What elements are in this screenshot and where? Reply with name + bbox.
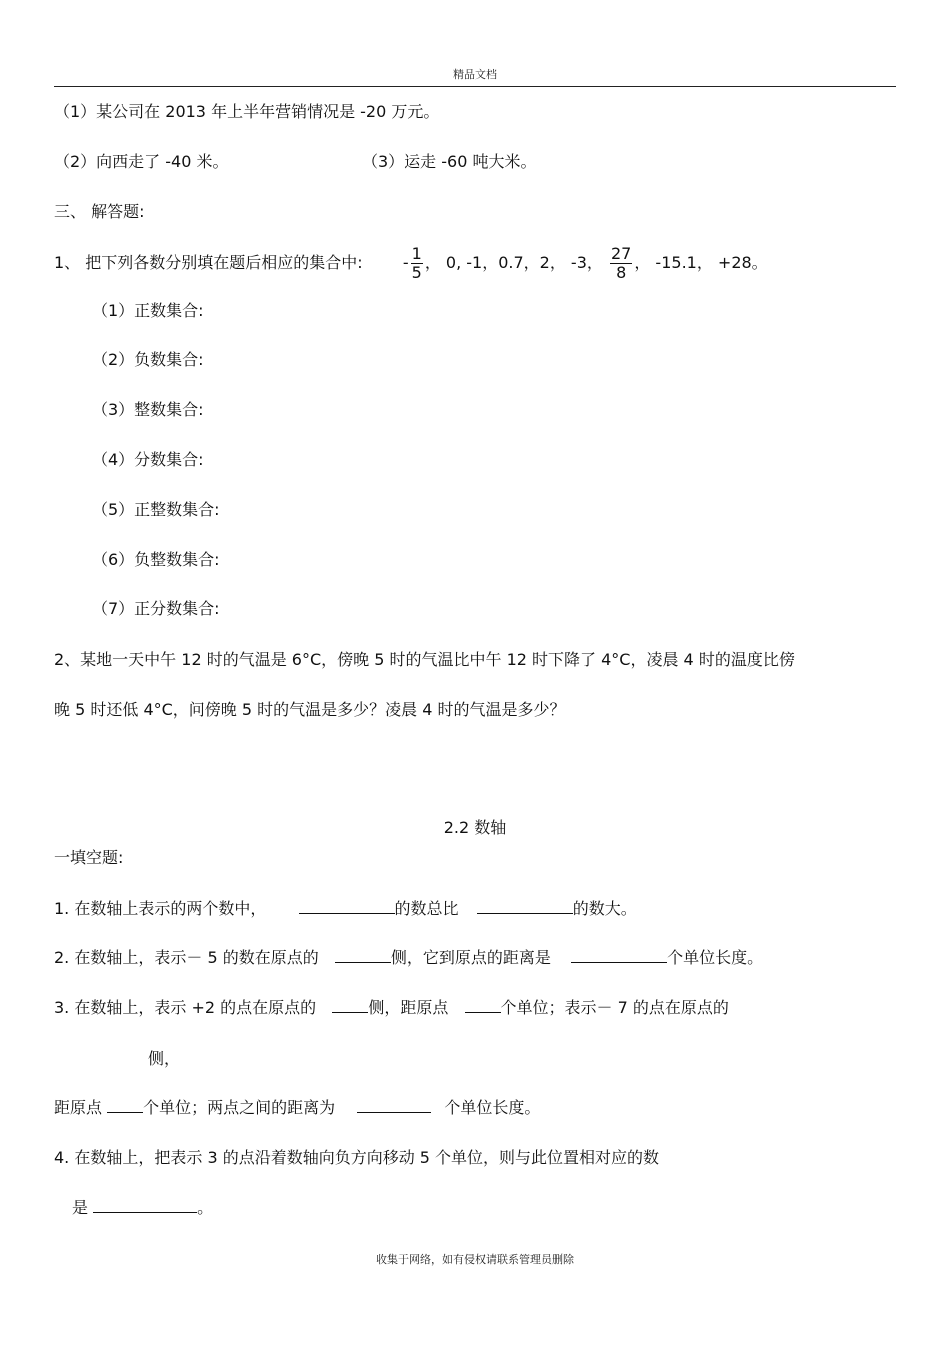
question-2-line-2: 晚 5 时还低 4°C，问傍晚 5 时的气温是多少？凌晨 4 时的气温是多少？ <box>54 700 566 719</box>
fill-q2-text-a: 2. 在数轴上，表示－ 5 的数在原点的 <box>54 948 319 967</box>
answer-blank[interactable] <box>335 948 391 963</box>
fill-q1-text-a: 1. 在数轴上表示的两个数中， <box>54 899 267 918</box>
fill-question-4: 4. 在数轴上，把表示 3 的点沿着数轴向负方向移动 5 个单位，则与此位置相对应的数 <box>54 1148 660 1167</box>
set-negative: （2）负数集合: <box>92 350 204 369</box>
number-list-tail: ， -15.1， +28。 <box>634 253 768 272</box>
fill-q3-text-c: 个单位；表示－ 7 的点在原点的 <box>500 998 729 1017</box>
fill-question-3-cont <box>54 1098 540 1118</box>
fill-q1-text-c: 的数大。 <box>572 899 637 918</box>
section-heading-answers: 三、 解答题: <box>54 202 145 221</box>
fill-q4-text-b: 是 <box>72 1198 89 1217</box>
fraction-1-sign: - <box>402 253 409 272</box>
problem-item-2: （2）向西走了 -40 米。 <box>54 152 229 171</box>
section-title-number-line: 2.2 数轴 <box>443 818 507 837</box>
answer-blank[interactable] <box>571 948 667 963</box>
fill-q2-text-c: 个单位长度。 <box>667 948 764 967</box>
fill-q1-text-b: 的数总比 <box>394 899 459 918</box>
set-integer: （3）整数集合: <box>92 400 204 419</box>
fill-q3-text-f: 个单位；两点之间的距离为 <box>143 1098 336 1117</box>
answer-blank[interactable] <box>93 1198 197 1213</box>
fraction-2-denominator: 8 <box>616 263 627 282</box>
question-2-line-1: 2、某地一天中午 12 时的气温是 6°C，傍晚 5 时的气温比中午 12 时下降了 4°C，凌晨 4 时的温度比傍 <box>54 650 795 669</box>
set-positive-integer: （5）正整数集合: <box>92 500 220 519</box>
fraction-1 <box>411 245 423 282</box>
header-rule <box>54 86 896 87</box>
answer-blank[interactable] <box>477 899 573 914</box>
set-positive-fraction: （7）正分数集合: <box>92 599 220 618</box>
fraction-1-denominator: 5 <box>411 263 422 282</box>
question-1-line <box>54 243 768 283</box>
problem-item-1: （1）某公司在 2013 年上半年营销情况是 -20 万元。 <box>54 102 440 121</box>
fill-q2-text-b: 侧，它到原点的距离是 <box>390 948 551 967</box>
fill-q3-text-e: 距原点 <box>54 1098 103 1117</box>
answer-blank[interactable] <box>357 1098 431 1113</box>
answer-blank[interactable] <box>332 998 368 1013</box>
set-negative-integer: （6）负整数集合: <box>92 550 220 569</box>
fill-question-4-cont <box>72 1198 213 1218</box>
problem-item-3: （3）运走 -60 吨大米。 <box>362 152 537 171</box>
question-1-intro: 1、 把下列各数分别填在题后相应的集合中: <box>54 253 363 272</box>
answer-blank[interactable] <box>465 998 501 1013</box>
fill-q3-text-b: 侧，距原点 <box>368 998 449 1017</box>
fill-question-1 <box>54 899 637 919</box>
fill-q3-side: 侧， <box>148 1049 181 1068</box>
fill-q3-text-a: 3. 在数轴上，表示 +2 的点在原点的 <box>54 998 317 1017</box>
fill-question-3 <box>54 998 729 1018</box>
fraction-2-numerator: 27 <box>610 244 632 263</box>
fraction-1-numerator: 1 <box>411 244 422 263</box>
fill-q4-text-c: 。 <box>197 1198 214 1217</box>
set-positive: （1）正数集合: <box>92 301 204 320</box>
answer-blank[interactable] <box>107 1098 143 1113</box>
answer-blank[interactable] <box>299 899 395 914</box>
fill-q3-text-g: 个单位长度。 <box>444 1098 541 1117</box>
page-header: 精品文档 <box>453 68 497 81</box>
section-heading-fill-blank: 一填空题: <box>54 848 124 867</box>
set-fraction: （4）分数集合: <box>92 450 204 469</box>
fill-question-2 <box>54 948 763 968</box>
number-list-mid: ， 0, -1，0.7，2， -3， <box>424 253 603 272</box>
fraction-2 <box>610 245 632 282</box>
page-footer: 收集于网络，如有侵权请联系管理员删除 <box>376 1253 574 1266</box>
